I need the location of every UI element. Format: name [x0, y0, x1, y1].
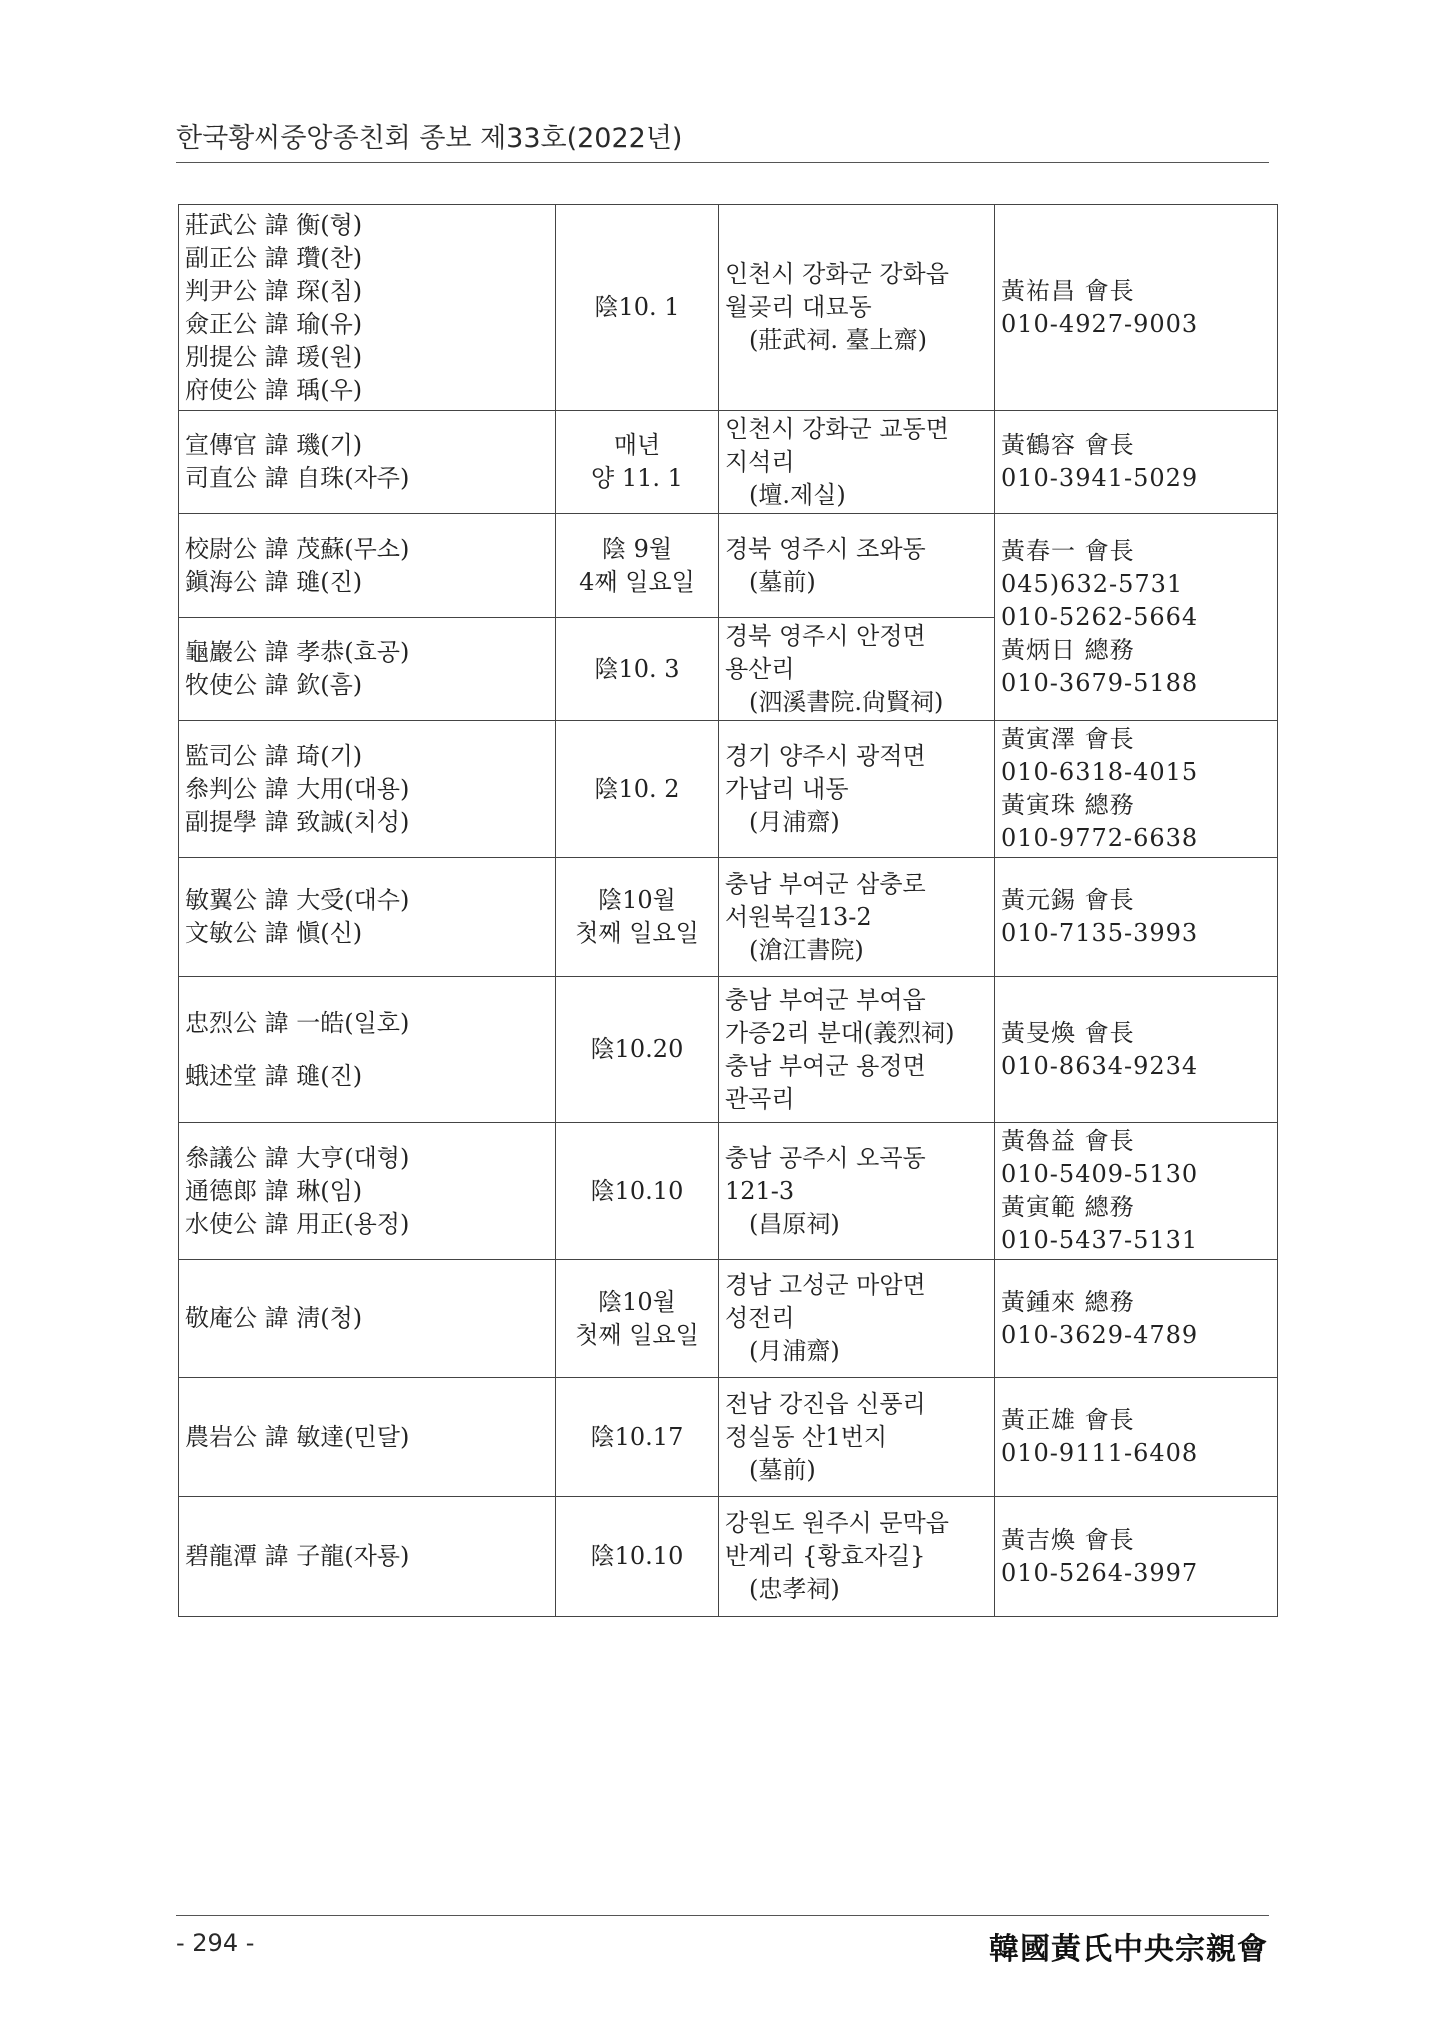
ancestor-name: 敏翼公 諱 大受(대수) — [185, 886, 410, 914]
table-row — [179, 411, 1278, 514]
ancestor-name: 僉正公 諱 瑜(유) — [185, 309, 363, 338]
ancestor-name: 別提公 諱 瑗(원) — [185, 342, 363, 371]
place-line: 용산리 — [725, 654, 795, 683]
ancestor-names-cell — [179, 411, 556, 514]
ancestor-name: 碧龍潭 諱 子龍(자룡) — [185, 1542, 410, 1570]
ceremony-date: 陰10.17 — [590, 1422, 684, 1451]
ancestor-name: 府使公 諱 瑀(우) — [185, 375, 363, 404]
ceremony-date-cell — [556, 1497, 719, 1617]
table-row — [179, 1260, 1278, 1378]
contact-cell — [995, 977, 1278, 1123]
ceremony-date-cell — [556, 618, 719, 721]
place-line: 지석리 — [725, 447, 795, 476]
ancestor-name: 鎭海公 諱 璡(진) — [185, 567, 363, 596]
ancestor-name: 文敏公 諱 愼(신) — [185, 919, 363, 947]
place-line: 충남 부여군 삼충로 — [725, 869, 926, 898]
contact-line: 045)632-5731 — [1001, 569, 1184, 598]
contact-line: 黃正雄 會長 — [1001, 1406, 1135, 1434]
contact-cell — [995, 1497, 1278, 1617]
contact-line: 010-5264-3997 — [1001, 1558, 1199, 1587]
ceremony-date: 양 11. 1 — [591, 464, 683, 492]
ancestor-name: 敬庵公 諱 淸(청) — [185, 1304, 363, 1332]
place-shrine: (墓前) — [749, 1455, 816, 1484]
contact-line: 黃鶴容 會長 — [1001, 431, 1135, 459]
ceremony-date: 첫째 일요일 — [575, 1320, 699, 1349]
contact-line: 黃吉煥 會長 — [1001, 1525, 1135, 1554]
contact-line: 010-3941-5029 — [1001, 464, 1199, 492]
header-divider — [176, 162, 1269, 163]
ceremony-place-cell — [719, 1260, 995, 1378]
ceremony-date: 陰 9월 — [601, 534, 673, 563]
contact-line: 黃元錫 會長 — [1001, 886, 1135, 914]
ancestor-names-cell — [179, 1260, 556, 1378]
ancestor-name: 判尹公 諱 琛(침) — [185, 276, 363, 305]
ceremony-date-cell — [556, 721, 719, 858]
contact-line: 黃旻煥 會長 — [1001, 1018, 1135, 1047]
footer-divider — [176, 1915, 1269, 1916]
ceremony-place-cell — [719, 514, 995, 618]
place-shrine: (莊武祠. 臺上齋) — [749, 326, 927, 354]
table-row — [179, 858, 1278, 977]
contact-line: 010-8634-9234 — [1001, 1051, 1199, 1080]
place-line: 월곶리 대묘동 — [725, 293, 872, 321]
ceremony-date-cell — [556, 1378, 719, 1497]
ceremony-place-cell — [719, 1497, 995, 1617]
ceremony-date-cell — [556, 977, 719, 1123]
place-line: 인천시 강화군 교동면 — [725, 414, 949, 443]
ceremony-date-cell — [556, 1123, 719, 1260]
contact-line: 黃炳日 總務 — [1001, 635, 1135, 664]
place-line: 관곡리 — [725, 1084, 795, 1113]
ceremony-date-cell — [556, 1260, 719, 1378]
ceremony-table — [178, 204, 1278, 1617]
ancestor-name: 校尉公 諱 茂蘇(무소) — [185, 534, 410, 563]
society-name: 韓國黃氏中央宗親會 — [989, 1932, 1268, 1967]
contact-line: 010-5437-5131 — [1001, 1226, 1199, 1254]
ceremony-date: 陰10월 — [598, 886, 676, 914]
place-line: 성전리 — [725, 1304, 795, 1332]
ancestor-name: 副正公 諱 瓚(찬) — [185, 243, 363, 272]
ceremony-place-cell — [719, 858, 995, 977]
contact-line: 010-5262-5664 — [1001, 602, 1199, 631]
contact-line: 010-3679-5188 — [1001, 668, 1199, 697]
ceremony-date: 陰10. 2 — [594, 774, 680, 803]
place-line: 경북 영주시 조와동 — [725, 534, 926, 563]
ceremony-date: 매년 — [613, 431, 661, 459]
place-shrine: (泗溪書院.尙賢祠) — [749, 687, 944, 716]
ancestor-name: 副提學 諱 致誠(치성) — [185, 807, 410, 836]
place-line: 인천시 강화군 강화읍 — [725, 260, 949, 288]
place-line: 경북 영주시 안정면 — [725, 621, 926, 650]
place-line: 가납리 내동 — [725, 774, 849, 803]
contact-line: 010-7135-3993 — [1001, 919, 1199, 947]
place-line: 정실동 산1번지 — [725, 1422, 888, 1451]
place-line: 충남 공주시 오곡동 — [725, 1143, 926, 1172]
contact-cell — [995, 514, 1278, 721]
table-row — [179, 1123, 1278, 1260]
ceremony-date-cell — [556, 858, 719, 977]
ancestor-names-cell — [179, 1497, 556, 1617]
place-shrine: (月浦齋) — [749, 807, 840, 836]
table-row — [179, 1378, 1278, 1497]
contact-cell — [995, 1378, 1278, 1497]
ceremony-date: 4째 일요일 — [579, 567, 695, 596]
contact-line: 黃鍾來 總務 — [1001, 1287, 1135, 1316]
place-line: 경남 고성군 마암면 — [725, 1271, 926, 1299]
ceremony-date: 첫째 일요일 — [575, 919, 699, 947]
ceremony-date: 陰10. 1 — [594, 293, 680, 321]
ancestor-name: 監司公 諱 琦(기) — [185, 741, 363, 770]
ceremony-place-cell — [719, 411, 995, 514]
ceremony-date: 陰10.10 — [590, 1176, 684, 1205]
ancestor-name: 水使公 諱 用正(용정) — [185, 1209, 410, 1238]
contact-line: 黃寅澤 會長 — [1001, 725, 1135, 753]
table-row — [179, 1497, 1278, 1617]
ceremony-place-cell — [719, 205, 995, 411]
ceremony-date-cell — [556, 411, 719, 514]
contact-line: 010-6318-4015 — [1001, 758, 1199, 786]
ceremony-date: 陰10.20 — [590, 1035, 684, 1063]
place-line: 경기 양주시 광적면 — [725, 741, 926, 770]
ceremony-place-cell — [719, 1123, 995, 1260]
contact-line: 黃寅珠 總務 — [1001, 791, 1135, 819]
ancestor-name: 龜巖公 諱 孝恭(효공) — [185, 638, 410, 666]
ceremony-place-cell — [719, 721, 995, 858]
ceremony-place-cell — [719, 977, 995, 1123]
place-shrine: (昌原祠) — [749, 1209, 840, 1238]
ancestor-name: 莊武公 諱 衡(형) — [185, 210, 363, 239]
ancestor-names-cell — [179, 1123, 556, 1260]
contact-line: 黃春一 會長 — [1001, 536, 1135, 565]
place-line: 충남 부여군 용정면 — [725, 1051, 926, 1080]
table-row — [179, 205, 1278, 411]
page-header-title: 한국황씨중앙종친회 종보 제33호(2022년) — [176, 123, 683, 154]
ancestor-name: 叅判公 諱 大用(대용) — [185, 774, 410, 803]
contact-line: 010-9111-6408 — [1001, 1439, 1199, 1467]
contact-line: 010-4927-9003 — [1001, 309, 1199, 338]
place-line: 전남 강진읍 신풍리 — [725, 1389, 926, 1418]
contact-line: 010-3629-4789 — [1001, 1320, 1199, 1349]
place-line: 가증2리 분대(義烈祠) — [725, 1018, 955, 1047]
ceremony-date-cell — [556, 514, 719, 618]
contact-cell — [995, 205, 1278, 411]
ancestor-names-cell — [179, 1378, 556, 1497]
ancestor-name: 忠烈公 諱 一皓(일호) — [185, 1008, 410, 1037]
place-shrine: (忠孝祠) — [749, 1575, 840, 1603]
place-line: 121-3 — [725, 1176, 795, 1205]
ceremony-place-cell — [719, 618, 995, 721]
ancestor-name: 農岩公 諱 敏達(민달) — [185, 1422, 410, 1451]
table-row — [179, 514, 1278, 618]
ancestor-name: 通德郞 諱 琳(임) — [185, 1176, 363, 1205]
place-line: 서원북길13-2 — [725, 902, 872, 931]
ancestor-names-cell — [179, 721, 556, 858]
ancestor-name: 牧使公 諱 欽(흠) — [185, 671, 363, 699]
ancestor-names-cell — [179, 514, 556, 618]
ancestor-names-cell — [179, 618, 556, 721]
contact-cell — [995, 1260, 1278, 1378]
contact-cell — [995, 1123, 1278, 1260]
contact-cell — [995, 721, 1278, 858]
ancestor-names-cell — [179, 977, 556, 1123]
contact-line: 黃祐昌 會長 — [1001, 276, 1135, 305]
contact-line: 010-5409-5130 — [1001, 1160, 1199, 1188]
ceremony-date-cell — [556, 205, 719, 411]
contact-cell — [995, 858, 1278, 977]
place-shrine: (壇.제실) — [749, 480, 846, 509]
place-shrine: (墓前) — [749, 567, 816, 596]
ancestor-name: 叅議公 諱 大亨(대형) — [185, 1143, 410, 1172]
contact-line: 010-9772-6638 — [1001, 824, 1199, 852]
contact-line: 黃寅範 總務 — [1001, 1193, 1135, 1221]
place-line: 강원도 원주시 문막읍 — [725, 1509, 949, 1537]
ancestor-name: 司直公 諱 自珠(자주) — [185, 464, 410, 492]
table-row — [179, 721, 1278, 858]
place-shrine: (月浦齋) — [749, 1337, 840, 1365]
ceremony-date: 陰10. 3 — [594, 654, 680, 683]
contact-line: 黃魯益 會長 — [1001, 1127, 1135, 1155]
page-number: - 294 - — [176, 1929, 255, 1957]
ceremony-date: 陰10.10 — [590, 1542, 684, 1570]
ancestor-names-cell — [179, 205, 556, 411]
ancestor-name: 蛾述堂 諱 璡(진) — [185, 1061, 363, 1090]
ceremony-date: 陰10월 — [598, 1287, 676, 1316]
contact-cell — [995, 411, 1278, 514]
spacer — [185, 1040, 549, 1060]
table-row — [179, 977, 1278, 1123]
place-line: 반계리 {황효자길} — [725, 1542, 926, 1570]
ancestor-names-cell — [179, 858, 556, 977]
place-line: 충남 부여군 부여읍 — [725, 985, 926, 1014]
ceremony-place-cell — [719, 1378, 995, 1497]
place-shrine: (滄江書院) — [749, 935, 864, 964]
ancestor-name: 宣傳官 諱 璣(기) — [185, 431, 363, 459]
